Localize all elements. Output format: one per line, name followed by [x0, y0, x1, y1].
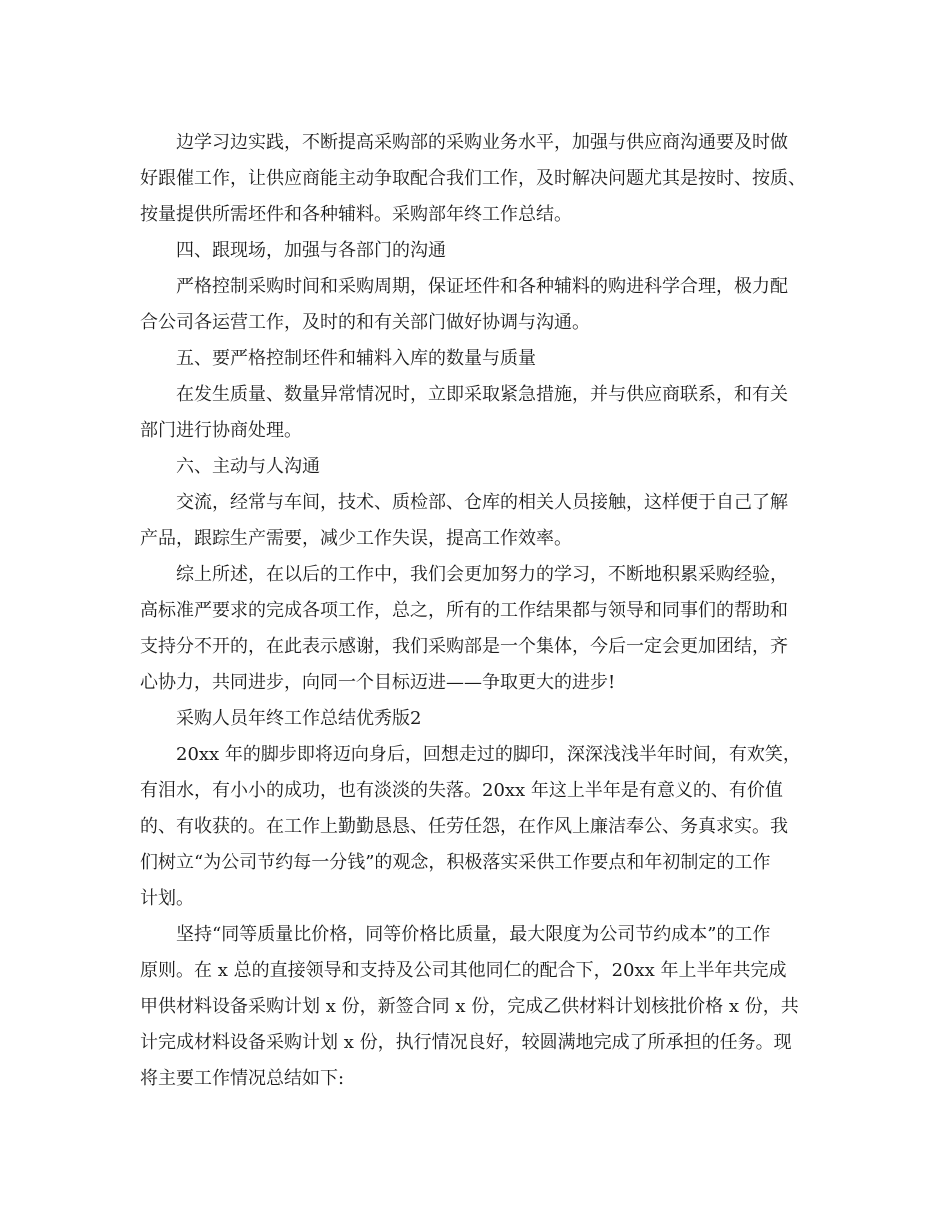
section-heading: 五、要严格控制坯件和辅料入库的数量与质量 [176, 348, 536, 369]
body-text [140, 125, 820, 1097]
text-line: 心协力，共同进步，向同一个目标迈进——争取更大的进步! [140, 672, 616, 693]
text-line: 在发生质量、数量异常情况时，立即采取紧急措施，并与供应商联系，和有关 [176, 384, 788, 405]
text-line: 的、有收获的。在工作上勤勤恳恳、任劳任怨，在作风上廉洁奉公、务真求实。我 [140, 816, 788, 837]
text-line: 计划。 [140, 888, 194, 909]
text-line: 有泪水，有小小的成功，也有淡淡的失落。20xx 年这上半年是有意义的、有价值 [140, 780, 783, 801]
section-heading: 四、跟现场，加强与各部门的沟通 [176, 240, 446, 261]
document-title: 采购人员年终工作总结优秀版2 [176, 708, 422, 729]
text-line: 交流，经常与车间，技术、质检部、仓库的相关人员接触，这样便于自己了解 [176, 492, 788, 513]
text-line: 部门进行协商处理。 [140, 420, 302, 441]
text-line: 严格控制采购时间和采购周期，保证坯件和各种辅料的购进科学合理，极力配 [176, 276, 788, 297]
text-line: 产品，跟踪生产需要，减少工作失误，提高工作效率。 [140, 528, 572, 549]
text-line: 20xx 年的脚步即将迈向身后，回想走过的脚印，深深浅浅半年时间，有欢笑， [176, 744, 801, 765]
text-line: 合公司各运营工作，及时的和有关部门做好协调与沟通。 [140, 312, 590, 333]
text-line: 坚持“同等质量比价格，同等价格比质量，最大限度为公司节约成本”的工作 [176, 924, 771, 945]
text-line: 支持分不开的，在此表示感谢，我们采购部是一个集体，今后一定会更加团结，齐 [140, 636, 788, 657]
text-line: 好跟催工作，让供应商能主动争取配合我们工作，及时解决问题尤其是按时、按质、 [140, 168, 806, 189]
text-line: 原则。在 x 总的直接领导和支持及公司其他同仁的配合下，20xx 年上半年共完成 [140, 960, 787, 981]
text-line: 们树立“为公司节约每一分钱”的观念，积极落实采供工作要点和年初制定的工作 [140, 852, 771, 873]
text-line: 高标准严要求的完成各项工作，总之，所有的工作结果都与领导和同事们的帮助和 [140, 600, 788, 621]
text-line: 综上所述，在以后的工作中，我们会更加努力的学习，不断地积累采购经验， [176, 564, 788, 585]
section-heading: 六、主动与人沟通 [176, 456, 320, 477]
text-line: 边学习边实践，不断提高采购部的采购业务水平，加强与供应商沟通要及时做 [176, 132, 788, 153]
text-line: 甲供材料设备采购计划 x 份，新签合同 x 份，完成乙供材料计划核批价格 x 份，共 [140, 996, 799, 1017]
text-line: 将主要工作情况总结如下: [140, 1068, 345, 1089]
text-line: 按量提供所需坯件和各种辅料。采购部年终工作总结。 [140, 204, 572, 225]
text-line: 计完成材料设备采购计划 x 份，执行情况良好，较圆满地完成了所承担的任务。现 [140, 1032, 792, 1053]
